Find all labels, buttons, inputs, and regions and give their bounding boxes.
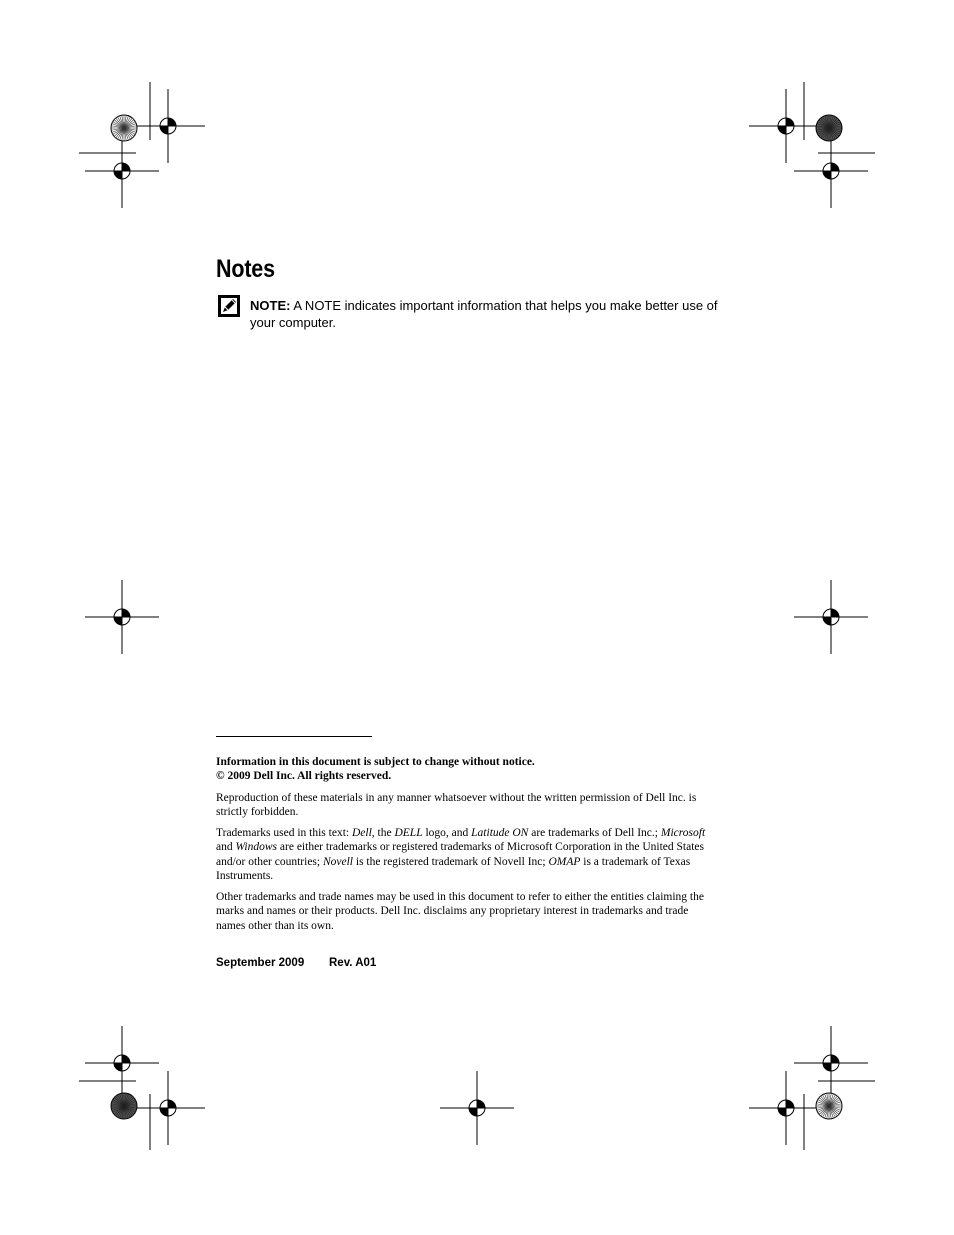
copyright-line: © 2009 Dell Inc. All rights reserved.	[216, 770, 392, 782]
text-run: is the registered trademark of Novell Inc;	[353, 855, 549, 868]
publication-date: September 2009	[216, 957, 305, 969]
trademark-omap: OMAP	[548, 855, 581, 868]
note-body: A NOTE indicates important information that helps you make better use of your computer.	[250, 298, 718, 330]
text-run: logo, and	[422, 827, 472, 839]
pencil-note-icon	[218, 295, 240, 317]
note-label: NOTE:	[250, 298, 291, 313]
crosshair-registration-mark-icon	[749, 1071, 823, 1145]
radial-starburst-icon	[816, 1093, 842, 1119]
radial-starburst-icon	[111, 115, 137, 141]
trademark-microsoft: Microsoft	[660, 827, 706, 839]
notice-block	[216, 755, 726, 783]
text-run: are either trademarks or registered trademarks of Microsoft Corporation in the United States and/or other countries;	[216, 841, 704, 868]
revision-label: Rev. A01	[329, 957, 377, 969]
radial-starburst-icon	[111, 1093, 137, 1119]
text-run: Trademarks used in this text:	[216, 827, 352, 839]
page-title: Notes	[216, 255, 275, 283]
reproduction-paragraph: Reproduction of these materials in any manner whatsoever without the written permission of Dell Inc. is strictly forbidden.	[216, 792, 697, 819]
crosshair-registration-mark-icon	[85, 1026, 159, 1100]
crosshair-registration-mark-icon	[85, 134, 159, 208]
crosshair-registration-mark-icon	[131, 89, 205, 163]
radial-starburst-icon	[816, 115, 842, 141]
other-trademarks-paragraph: Other trademarks and trade names may be used in this document to refer to either the entities claiming the marks and names or their products. Dell Inc. disclaims any proprietary interest in trademarks and trade names other than its own.	[216, 891, 704, 932]
trademark-novell: Novell	[322, 855, 354, 868]
crosshair-registration-mark-icon	[794, 580, 868, 654]
notice-line: Information in this document is subject to change without notice.	[216, 756, 535, 768]
separator-rule	[216, 736, 372, 737]
text-run: are trademarks of Dell Inc.;	[528, 827, 661, 839]
trademark-dell-logo: DELL	[394, 827, 423, 839]
crosshair-registration-mark-icon	[794, 134, 868, 208]
note-text	[250, 297, 720, 331]
crosshair-registration-mark-icon	[85, 580, 159, 654]
text-run: , the	[371, 827, 395, 839]
text-run: and	[216, 841, 236, 854]
crosshair-registration-mark-icon	[440, 1071, 514, 1145]
trademarks-paragraph	[216, 826, 718, 884]
crosshair-registration-mark-icon	[749, 89, 823, 163]
trademark-windows: Windows	[235, 841, 278, 854]
trademark-latitude-on: Latitude ON	[471, 827, 529, 839]
crosshair-registration-mark-icon	[794, 1026, 868, 1100]
crosshair-registration-mark-icon	[131, 1071, 205, 1145]
trademark-dell: Dell	[351, 827, 372, 839]
text-run: is a trademark of Texas Instruments.	[216, 855, 691, 883]
